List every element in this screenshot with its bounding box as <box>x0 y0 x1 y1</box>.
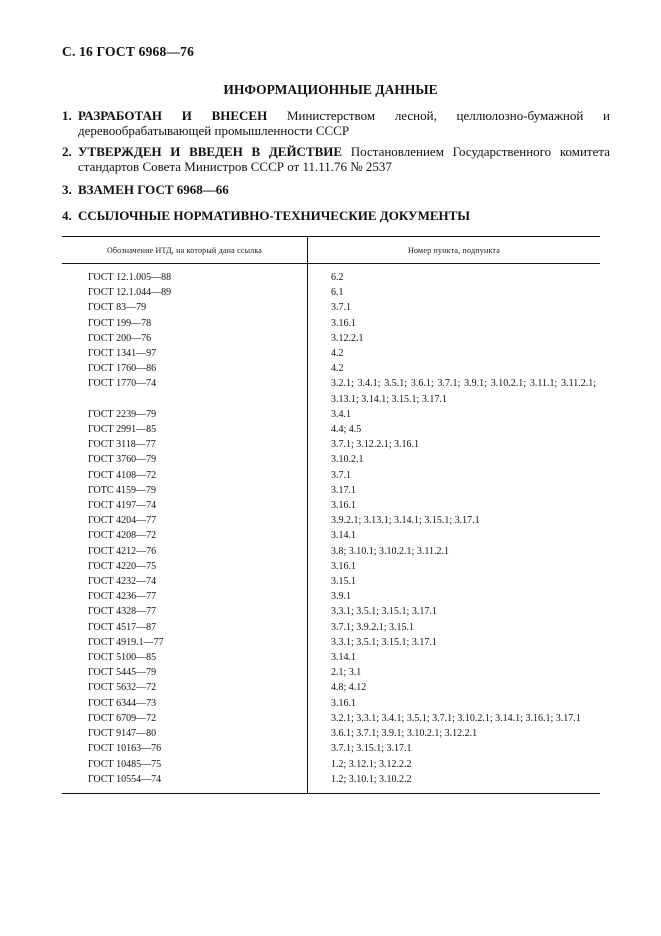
header-document-designation: Обозначение НТД, на который дана ссылка <box>62 237 308 263</box>
clause-numbers: 3.2.1; 3.4.1; 3.5.1; 3.6.1; 3.7.1; 3.9.1; 3.10.2.1; 3.11.1; 3.11.2.1; 3.13.1; 3.14.1; 3.15.1; 3.17.1 <box>331 378 596 405</box>
table-row <box>62 604 600 619</box>
table-row <box>62 696 600 711</box>
clause-numbers: 1.2; 3.10.1; 3.10.2.2 <box>331 773 412 785</box>
document-designation: ГОСТ 10163—76 <box>88 743 162 755</box>
clause-numbers: 4.2 <box>331 363 344 375</box>
table-row <box>62 665 600 680</box>
clause-numbers: 4.8; 4.12 <box>331 682 367 694</box>
table-row <box>62 559 600 574</box>
document-designation: ГОСТ 4236—77 <box>88 591 157 603</box>
document-designation: ГОСТ 4212—76 <box>88 545 157 557</box>
table-row <box>62 544 600 559</box>
table-row <box>62 757 600 772</box>
table-row <box>62 650 600 665</box>
document-designation: ГОСТ 4232—74 <box>88 576 157 588</box>
document-designation: ГОСТ 4208—72 <box>88 530 157 542</box>
table-row <box>62 498 600 513</box>
clause-numbers: 3.2.1; 3.3.1; 3.4.1; 3.5.1; 3.7.1; 3.10.2.1; 3.14.1; 3.16.1; 3.17.1 <box>331 712 581 724</box>
document-designation: ГОСТ 4204—77 <box>88 515 157 527</box>
table-row <box>62 270 600 285</box>
table-row <box>62 741 600 756</box>
document-designation: ГОСТ 10485—75 <box>88 758 162 770</box>
document-designation: ГОСТ 12.1.005—88 <box>88 272 172 283</box>
table-row <box>62 528 600 543</box>
document-designation: ГОСТ 4108—72 <box>88 469 157 481</box>
info-item-4 <box>62 208 610 223</box>
document-designation: ГОСТ 5445—79 <box>88 667 157 679</box>
clause-numbers: 3.10.2.1 <box>331 454 364 466</box>
document-designation: ГОСТ 5632—72 <box>88 682 157 694</box>
clause-numbers: 3.9.2.1; 3.13.1; 3.14.1; 3.15.1; 3.17.1 <box>331 515 480 527</box>
table-row <box>62 300 600 315</box>
item-number: 3. <box>62 182 72 197</box>
document-designation: ГОСТ 10554—74 <box>88 773 162 785</box>
document-designation: ГОСТ 4919.1—77 <box>88 636 164 648</box>
clause-numbers: 3.3.1; 3.5.1; 3.15.1; 3.17.1 <box>331 606 437 618</box>
table-row <box>62 680 600 695</box>
document-designation: ГОСТ 5100—85 <box>88 652 157 664</box>
item-lead: ВЗАМЕН ГОСТ 6968—66 <box>78 182 229 197</box>
document-designation: ГОСТ 2239—79 <box>88 408 157 420</box>
clause-numbers: 3.12.2.1 <box>331 332 364 344</box>
clause-numbers: 6.2 <box>331 272 344 283</box>
table-row <box>62 376 600 406</box>
document-designation: ГОСТ 1341—97 <box>88 348 157 360</box>
clause-numbers: 3.8; 3.10.1; 3.10.2.1; 3.11.2.1 <box>331 545 449 557</box>
table-row <box>62 772 600 787</box>
table-row <box>62 361 600 376</box>
clause-numbers: 1.2; 3.12.1; 3.12.2.2 <box>331 758 412 770</box>
table-header <box>62 237 600 264</box>
document-designation: ГОСТ 3118—77 <box>88 439 156 451</box>
table-row <box>62 437 600 452</box>
clause-numbers: 3.3.1; 3.5.1; 3.15.1; 3.17.1 <box>331 636 437 648</box>
table-row <box>62 726 600 741</box>
table-row <box>62 285 600 300</box>
clause-numbers: 3.6.1; 3.7.1; 3.9.1; 3.10.2.1; 3.12.2.1 <box>331 728 478 740</box>
clause-numbers: 3.7.1 <box>331 302 351 314</box>
document-designation: ГОСТ 6344—73 <box>88 697 157 709</box>
item-number: 1. <box>62 108 72 123</box>
section-title: ИНФОРМАЦИОННЫЕ ДАННЫЕ <box>223 82 438 97</box>
clause-numbers: 3.16.1 <box>331 697 356 709</box>
info-item-3 <box>62 182 610 197</box>
clause-numbers: 3.14.1 <box>331 652 356 664</box>
document-designation: ГОСТ 4220—75 <box>88 560 157 572</box>
document-designation: ГОСТ 3760—79 <box>88 454 157 466</box>
clause-numbers: 6.1 <box>331 287 344 299</box>
document-designation: ГОСТ 6709—72 <box>88 712 157 724</box>
table-row <box>62 407 600 422</box>
reference-documents-table <box>62 236 600 794</box>
header-clause-number: Номер пункта, подпункта <box>408 245 500 255</box>
clause-numbers: 3.15.1 <box>331 576 356 588</box>
info-item-2 <box>62 144 610 174</box>
table-row <box>62 574 600 589</box>
clause-numbers: 3.14.1 <box>331 530 356 542</box>
item-text: Министерством лесной, целлюлозно-бумажной и деревообрабатывающей промышленности СССР <box>78 108 610 138</box>
document-designation: ГОСТ 9147—80 <box>88 728 157 740</box>
document-designation: ГОСТ 2991—85 <box>88 424 157 436</box>
table-row <box>62 468 600 483</box>
document-designation: ГОСТ 4517—87 <box>88 621 157 633</box>
clause-numbers: 3.7.1; 3.12.2.1; 3.16.1 <box>331 439 420 451</box>
table-row <box>62 620 600 635</box>
item-lead: УТВЕРЖДЕН И ВВЕДЕН В ДЕЙСТВИЕ <box>78 144 343 159</box>
table-body <box>62 264 600 793</box>
clause-numbers: 3.7.1; 3.15.1; 3.17.1 <box>331 743 412 755</box>
document-designation: ГОСТ 4328—77 <box>88 606 157 618</box>
table-row <box>62 589 600 604</box>
clause-numbers: 3.9.1 <box>331 591 351 603</box>
column-divider <box>307 264 308 793</box>
table-row <box>62 711 600 726</box>
document-designation: ГОСТ 199—78 <box>88 317 152 329</box>
table-row <box>62 316 600 331</box>
clause-numbers: 4.2 <box>331 348 344 360</box>
item-text: Постановлением Государственного комитета стандартов Совета Министров СССР от 11.11.76 № 2537 <box>78 144 610 174</box>
document-designation: ГОСТ 12.1.044—89 <box>88 287 172 299</box>
item-number: 4. <box>62 208 72 223</box>
document-designation: ГОСТ 4197—74 <box>88 500 157 512</box>
item-number: 2. <box>62 144 72 159</box>
page-header: С. 16 ГОСТ 6968—76 <box>62 44 195 59</box>
table-row <box>62 513 600 528</box>
item-lead: РАЗРАБОТАН И ВНЕСЕН <box>78 108 268 123</box>
clause-numbers: 3.16.1 <box>331 560 356 572</box>
clause-numbers: 3.7.1; 3.9.2.1; 3.15.1 <box>331 621 415 633</box>
table-row <box>62 452 600 467</box>
document-designation: ГОСТ 200—76 <box>88 332 152 344</box>
document-designation: ГОСТ 1760—86 <box>88 363 157 375</box>
table-row <box>62 346 600 361</box>
table-row <box>62 422 600 437</box>
table-row <box>62 331 600 346</box>
clause-numbers: 3.16.1 <box>331 317 356 329</box>
clause-numbers: 2.1; 3.1 <box>331 667 362 679</box>
clause-numbers: 3.7.1 <box>331 469 351 481</box>
info-item-1 <box>62 108 610 138</box>
document-designation: ГОСТ 1770—74 <box>88 378 157 390</box>
document-designation: ГОТС 4159—79 <box>88 484 157 496</box>
clause-numbers: 4.4; 4.5 <box>331 424 362 436</box>
item-lead: ССЫЛОЧНЫЕ НОРМАТИВНО-ТЕХНИЧЕСКИЕ ДОКУМЕНТЫ <box>78 208 471 223</box>
document-designation: ГОСТ 83—79 <box>88 302 147 314</box>
table-row <box>62 635 600 650</box>
clause-numbers: 3.17.1 <box>331 484 356 496</box>
clause-numbers: 3.16.1 <box>331 500 356 512</box>
table-row <box>62 483 600 498</box>
clause-numbers: 3.4.1 <box>331 408 351 420</box>
